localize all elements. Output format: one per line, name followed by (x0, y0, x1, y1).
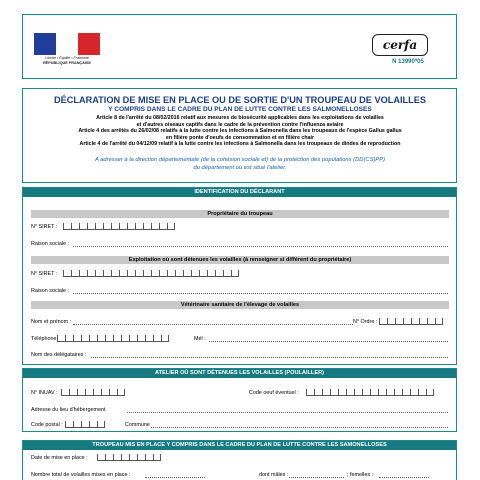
char-box[interactable] (159, 223, 167, 230)
char-box[interactable] (119, 223, 127, 230)
char-box[interactable] (199, 270, 207, 277)
legal-reference-line: et d'autres oiseaux captifs dans le cadre de la prévention contre l'influenza aviaire (136, 121, 344, 128)
raison-sociale-field-2[interactable] (73, 293, 448, 294)
commune-field[interactable] (151, 427, 448, 428)
char-box[interactable] (167, 223, 175, 230)
char-box[interactable] (419, 318, 427, 325)
char-box[interactable] (314, 389, 322, 396)
address-instruction: A adresser à la direction départementale (de la cohésion sociale et) de la protection des populations (DD(CS)PP) (94, 157, 386, 163)
atelier-heading: ATELIER OÙ SONT DÉTENUES LES VOLAILLES (POULAILLER) (23, 369, 456, 378)
char-box[interactable] (93, 389, 101, 396)
char-box[interactable] (427, 318, 435, 325)
char-box[interactable] (410, 389, 418, 396)
char-box[interactable] (387, 318, 395, 325)
char-box[interactable] (402, 389, 410, 396)
char-box[interactable] (207, 270, 215, 277)
char-box[interactable] (79, 223, 87, 230)
cerfa-number: N 13990*05 (392, 59, 424, 65)
females-label: ; femelles : (347, 472, 374, 478)
char-box[interactable] (394, 389, 402, 396)
char-box[interactable] (191, 270, 199, 277)
delegates-field[interactable] (91, 357, 448, 358)
phone-label: Téléphone (31, 336, 57, 342)
char-box[interactable] (322, 389, 330, 396)
total-label: Nombre total de volailles mises en place : (31, 472, 131, 478)
females-field[interactable] (379, 477, 429, 478)
char-box[interactable] (151, 223, 159, 230)
form-subtitle: Y COMPRIS DANS LE CADRE DU PLAN DE LUTTE CONTRE LES SALMONELLOSES (108, 106, 372, 113)
char-box[interactable] (61, 389, 69, 396)
legal-reference-line: Article 4 de l'arrêté du 04/12/09 relatif à la lutte contre les infections à Salmonella dans les troupeaux de dindes de reproduction (79, 141, 401, 147)
address-field[interactable] (127, 412, 448, 413)
char-box[interactable] (403, 318, 411, 325)
legal-reference-line: Article 8 de l'arrêté du 08/02/2016 relatif aux mesures de biosécurité applicables dans les exploitations de volailles (96, 115, 384, 121)
char-box[interactable] (63, 270, 71, 277)
char-box[interactable] (370, 389, 378, 396)
char-box[interactable] (362, 389, 370, 396)
char-box[interactable] (121, 454, 129, 461)
char-box[interactable] (159, 270, 167, 277)
char-box[interactable] (135, 223, 143, 230)
raison-sociale-label-2: Raison sociale : (31, 288, 70, 294)
order-number-field[interactable] (379, 318, 443, 325)
char-box[interactable] (73, 421, 81, 428)
char-box[interactable] (175, 270, 183, 277)
egg-code-label: Code oeuf éventuel : (249, 390, 299, 396)
postal-code-field[interactable] (65, 421, 105, 428)
char-box[interactable] (69, 389, 77, 396)
char-box[interactable] (119, 270, 127, 277)
char-box[interactable] (65, 421, 73, 428)
char-box[interactable] (87, 270, 95, 277)
char-box[interactable] (97, 335, 105, 342)
char-box[interactable] (97, 421, 105, 428)
char-box[interactable] (63, 223, 71, 230)
char-box[interactable] (97, 454, 105, 461)
flag-blue (34, 33, 56, 55)
char-box[interactable] (127, 270, 135, 277)
postal-code-label: Code postal : (31, 422, 63, 428)
legal-reference-line: en filière ponte d'oeufs de consommation et en filière chair (165, 134, 315, 141)
char-box[interactable] (151, 270, 159, 277)
char-box[interactable] (95, 270, 103, 277)
char-box[interactable] (346, 389, 354, 396)
siret-field-2[interactable] (63, 270, 239, 277)
char-box[interactable] (161, 335, 169, 342)
char-box[interactable] (223, 270, 231, 277)
char-box[interactable] (85, 389, 93, 396)
vet-heading: Vétérinaire sanitaire de l'élevage de volailles (31, 301, 449, 309)
identification-heading: IDENTIFICATION DU DÉCLARANT (23, 188, 456, 197)
commune-label: Commune (125, 422, 150, 428)
char-box[interactable] (111, 223, 119, 230)
males-field[interactable] (289, 477, 344, 478)
char-box[interactable] (111, 270, 119, 277)
form-title: DÉCLARATION DE MISE EN PLACE OU DE SORTIE D'UN TROUPEAU DE VOLAILLES (53, 95, 427, 105)
char-box[interactable] (426, 389, 434, 396)
cerfa-logo: cerfa (372, 34, 428, 56)
raison-sociale-field[interactable] (73, 246, 448, 247)
char-box[interactable] (143, 270, 151, 277)
char-box[interactable] (89, 421, 97, 428)
char-box[interactable] (379, 318, 387, 325)
char-box[interactable] (411, 318, 419, 325)
char-box[interactable] (79, 270, 87, 277)
total-field[interactable] (145, 477, 205, 478)
marianne-logo (34, 33, 100, 67)
char-box[interactable] (57, 335, 65, 342)
char-box[interactable] (103, 223, 111, 230)
char-box[interactable] (354, 389, 362, 396)
char-box[interactable] (109, 389, 117, 396)
char-box[interactable] (145, 454, 153, 461)
char-box[interactable] (153, 335, 161, 342)
char-box[interactable] (73, 335, 81, 342)
siret-label: N° SIRET : (31, 224, 58, 230)
char-box[interactable] (117, 389, 125, 396)
flag-icon (34, 33, 100, 55)
char-box[interactable] (418, 389, 426, 396)
char-box[interactable] (338, 389, 346, 396)
troupeau-heading: TROUPEAU MIS EN PLACE Y COMPRIS DANS LE CADRE DU PLAN DE LUTTE CONTRE LES SAMONELLOSES (23, 441, 456, 450)
char-box[interactable] (95, 223, 103, 230)
males-label: dont mâles : (259, 472, 289, 478)
flag-white (56, 33, 78, 55)
raison-sociale-label: Raison sociale : (31, 241, 70, 247)
date-label: Date de mise en place : (31, 455, 88, 461)
char-box[interactable] (71, 270, 79, 277)
char-box[interactable] (87, 223, 95, 230)
char-box[interactable] (129, 454, 137, 461)
char-box[interactable] (105, 454, 113, 461)
char-box[interactable] (105, 335, 113, 342)
char-box[interactable] (395, 318, 403, 325)
inuav-label: N° INUAV : (31, 390, 58, 396)
delegates-label: Nom des délégataires : (31, 352, 87, 358)
char-box[interactable] (77, 389, 85, 396)
char-box[interactable] (137, 454, 145, 461)
atelier-section (22, 368, 457, 432)
address-label: Adresse du lieu d'hébergement (31, 407, 106, 413)
char-box[interactable] (145, 335, 153, 342)
char-box[interactable] (65, 335, 73, 342)
identification-section (22, 187, 457, 365)
char-box[interactable] (153, 454, 161, 461)
char-box[interactable] (378, 389, 386, 396)
char-box[interactable] (137, 335, 145, 342)
char-box[interactable] (103, 270, 111, 277)
char-box[interactable] (167, 270, 175, 277)
inuav-field[interactable] (61, 389, 125, 396)
char-box[interactable] (215, 270, 223, 277)
mel-field[interactable] (209, 341, 448, 342)
char-box[interactable] (231, 270, 239, 277)
vet-name-field[interactable] (73, 324, 353, 325)
legal-reference-line: Article 4 des arrêtés du 26/02/08 relatifs à la lutte contre les infections à Salmonella dans les troupeaux de l'espèce Gallus gallus (78, 128, 402, 134)
egg-code-field[interactable] (306, 389, 434, 396)
char-box[interactable] (135, 270, 143, 277)
char-box[interactable] (183, 270, 191, 277)
owner-heading: Propriétaire du troupeau (31, 210, 449, 218)
siret-label-2: N° SIRET : (31, 271, 58, 277)
char-box[interactable] (121, 335, 129, 342)
char-box[interactable] (386, 389, 394, 396)
siret-field[interactable] (63, 223, 175, 230)
vet-name-label: Nom et prénom : (31, 319, 72, 325)
char-box[interactable] (143, 223, 151, 230)
logo-motto: Liberté • Égalité • Fraternité (45, 56, 89, 60)
char-box[interactable] (330, 389, 338, 396)
exploitation-heading: Exploitation où sont détenues les volailles (à renseigner si différent du propriétaire) (31, 256, 449, 264)
date-field[interactable] (97, 454, 161, 461)
order-number-label: N° Ordre : (353, 319, 378, 325)
phone-field[interactable] (57, 335, 169, 342)
mel-label: Mél : (194, 336, 206, 342)
char-box[interactable] (101, 389, 109, 396)
char-box[interactable] (113, 454, 121, 461)
address-instruction: du département où est situé l'atelier. (193, 165, 287, 171)
char-box[interactable] (435, 318, 443, 325)
char-box[interactable] (306, 389, 314, 396)
flag-red (78, 33, 100, 55)
char-box[interactable] (71, 223, 79, 230)
char-box[interactable] (129, 335, 137, 342)
troupeau-section (22, 440, 457, 480)
char-box[interactable] (81, 335, 89, 342)
char-box[interactable] (113, 335, 121, 342)
logo-republic: RÉPUBLIQUE FRANÇAISE (42, 61, 92, 65)
char-box[interactable] (127, 223, 135, 230)
char-box[interactable] (89, 335, 97, 342)
char-box[interactable] (81, 421, 89, 428)
